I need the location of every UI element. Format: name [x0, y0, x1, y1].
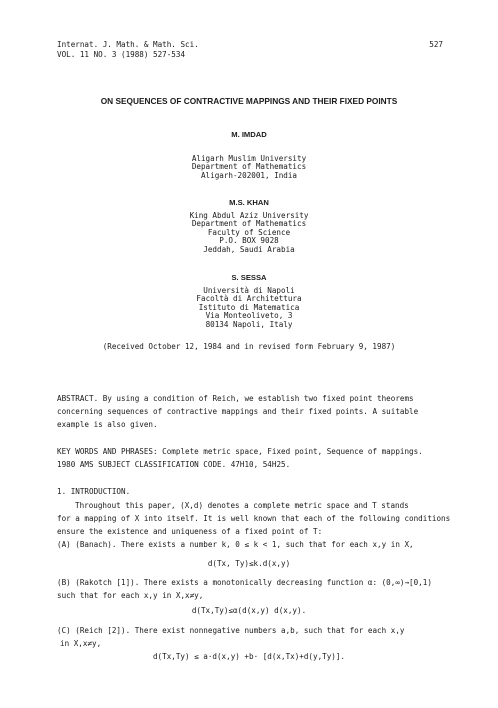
condition-b: (B) (Rakotch [1]). There exists a monotonically decreasing function α: (0,∞)→[0,1): [57, 578, 432, 587]
author-name: M. IMDAD: [231, 130, 267, 139]
author-name: S. SESSA: [231, 273, 267, 282]
abstract-line: concerning sequences of contractive mappings and their fixed points. A suitable: [57, 407, 419, 416]
affiliation-line: King Abdul Aziz University: [189, 211, 309, 220]
keywords: KEY WORDS AND PHRASES: Complete metric space, Fixed point, Sequence of mappings.: [57, 447, 423, 456]
affiliation-line: Via Monteoliveto, 3: [205, 311, 293, 321]
affiliation-line: Aligarh-202001, India: [200, 170, 297, 180]
section-heading: 1. INTRODUCTION.: [57, 487, 131, 496]
paper-title: ON SEQUENCES OF CONTRACTIVE MAPPINGS AND THEIR FIXED POINTS: [100, 96, 398, 106]
affiliation-line: Aligarh Muslim University: [191, 154, 307, 163]
received-dates: (Received October 12, 1984 and in revised form February 9, 1987): [102, 342, 396, 351]
intro-text: for a mapping of X into itself. It is well known that each of the following conditions: [57, 514, 451, 523]
abstract-line: example is also given.: [57, 420, 158, 429]
affiliation-line: Università di Napoli: [203, 286, 295, 295]
author-name: M.S. KHAN: [229, 198, 269, 207]
intro-text: Throughout this paper, (X,d) denotes a complete metric space and T stands: [75, 501, 409, 510]
author-affiliation: [0, 212, 498, 254]
journal-volume: VOL. 11 NO. 3 (1988) 527-534: [57, 50, 186, 59]
affiliation-line: P.O. BOX 9028: [219, 236, 279, 246]
equation-a: d(Tx, Ty)≤k.d(x,y): [207, 559, 291, 568]
affiliation-line: Department of Mathematics: [191, 219, 307, 229]
affiliation-line: Department of Mathematics: [191, 162, 307, 172]
author-affiliation: [0, 155, 498, 180]
abstract-line: ABSTRACT. By using a condition of Reich, we establish two fixed point theorems: [57, 394, 414, 403]
journal-citation: Internat. J. Math. & Math. Sci.: [57, 40, 199, 49]
equation-c: d(Tx,Ty) ≤ a·d(x,y) +b· [d(x,Tx)+d(y,Ty)].: [152, 652, 346, 661]
affiliation-line: Istituto di Matematica: [198, 302, 300, 312]
condition-c: (C) (Reich [2]). There exist nonnegative numbers a,b, such that for each x,y: [57, 626, 405, 635]
condition-a: (A) (Banach). There exists a number k, 0 ≤ k < 1, such that for each x,y in X,: [57, 540, 414, 549]
affiliation-line: Jeddah, Saudi Arabia: [203, 244, 295, 254]
condition-b-cont: such that for each x,y in X,x≠y,: [57, 591, 204, 600]
equation-b: d(Tx,Ty)≤α(d(x,y) d(x,y).: [191, 606, 307, 615]
condition-c-cont: in X,x≠y,: [60, 639, 102, 648]
intro-text: ensure the existence and uniqueness of a fixed point of T:: [57, 527, 323, 536]
author-affiliation: [0, 287, 498, 329]
affiliation-line: Faculty of Science: [207, 227, 291, 237]
affiliation-line: Facoltà di Architettura: [196, 294, 302, 304]
affiliation-line: 80134 Napoli, Italy: [205, 319, 293, 329]
ams-classification: 1980 AMS SUBJECT CLASSIFICATION CODE. 47H10, 54H25.: [57, 460, 291, 469]
page-number: 527: [429, 40, 443, 49]
